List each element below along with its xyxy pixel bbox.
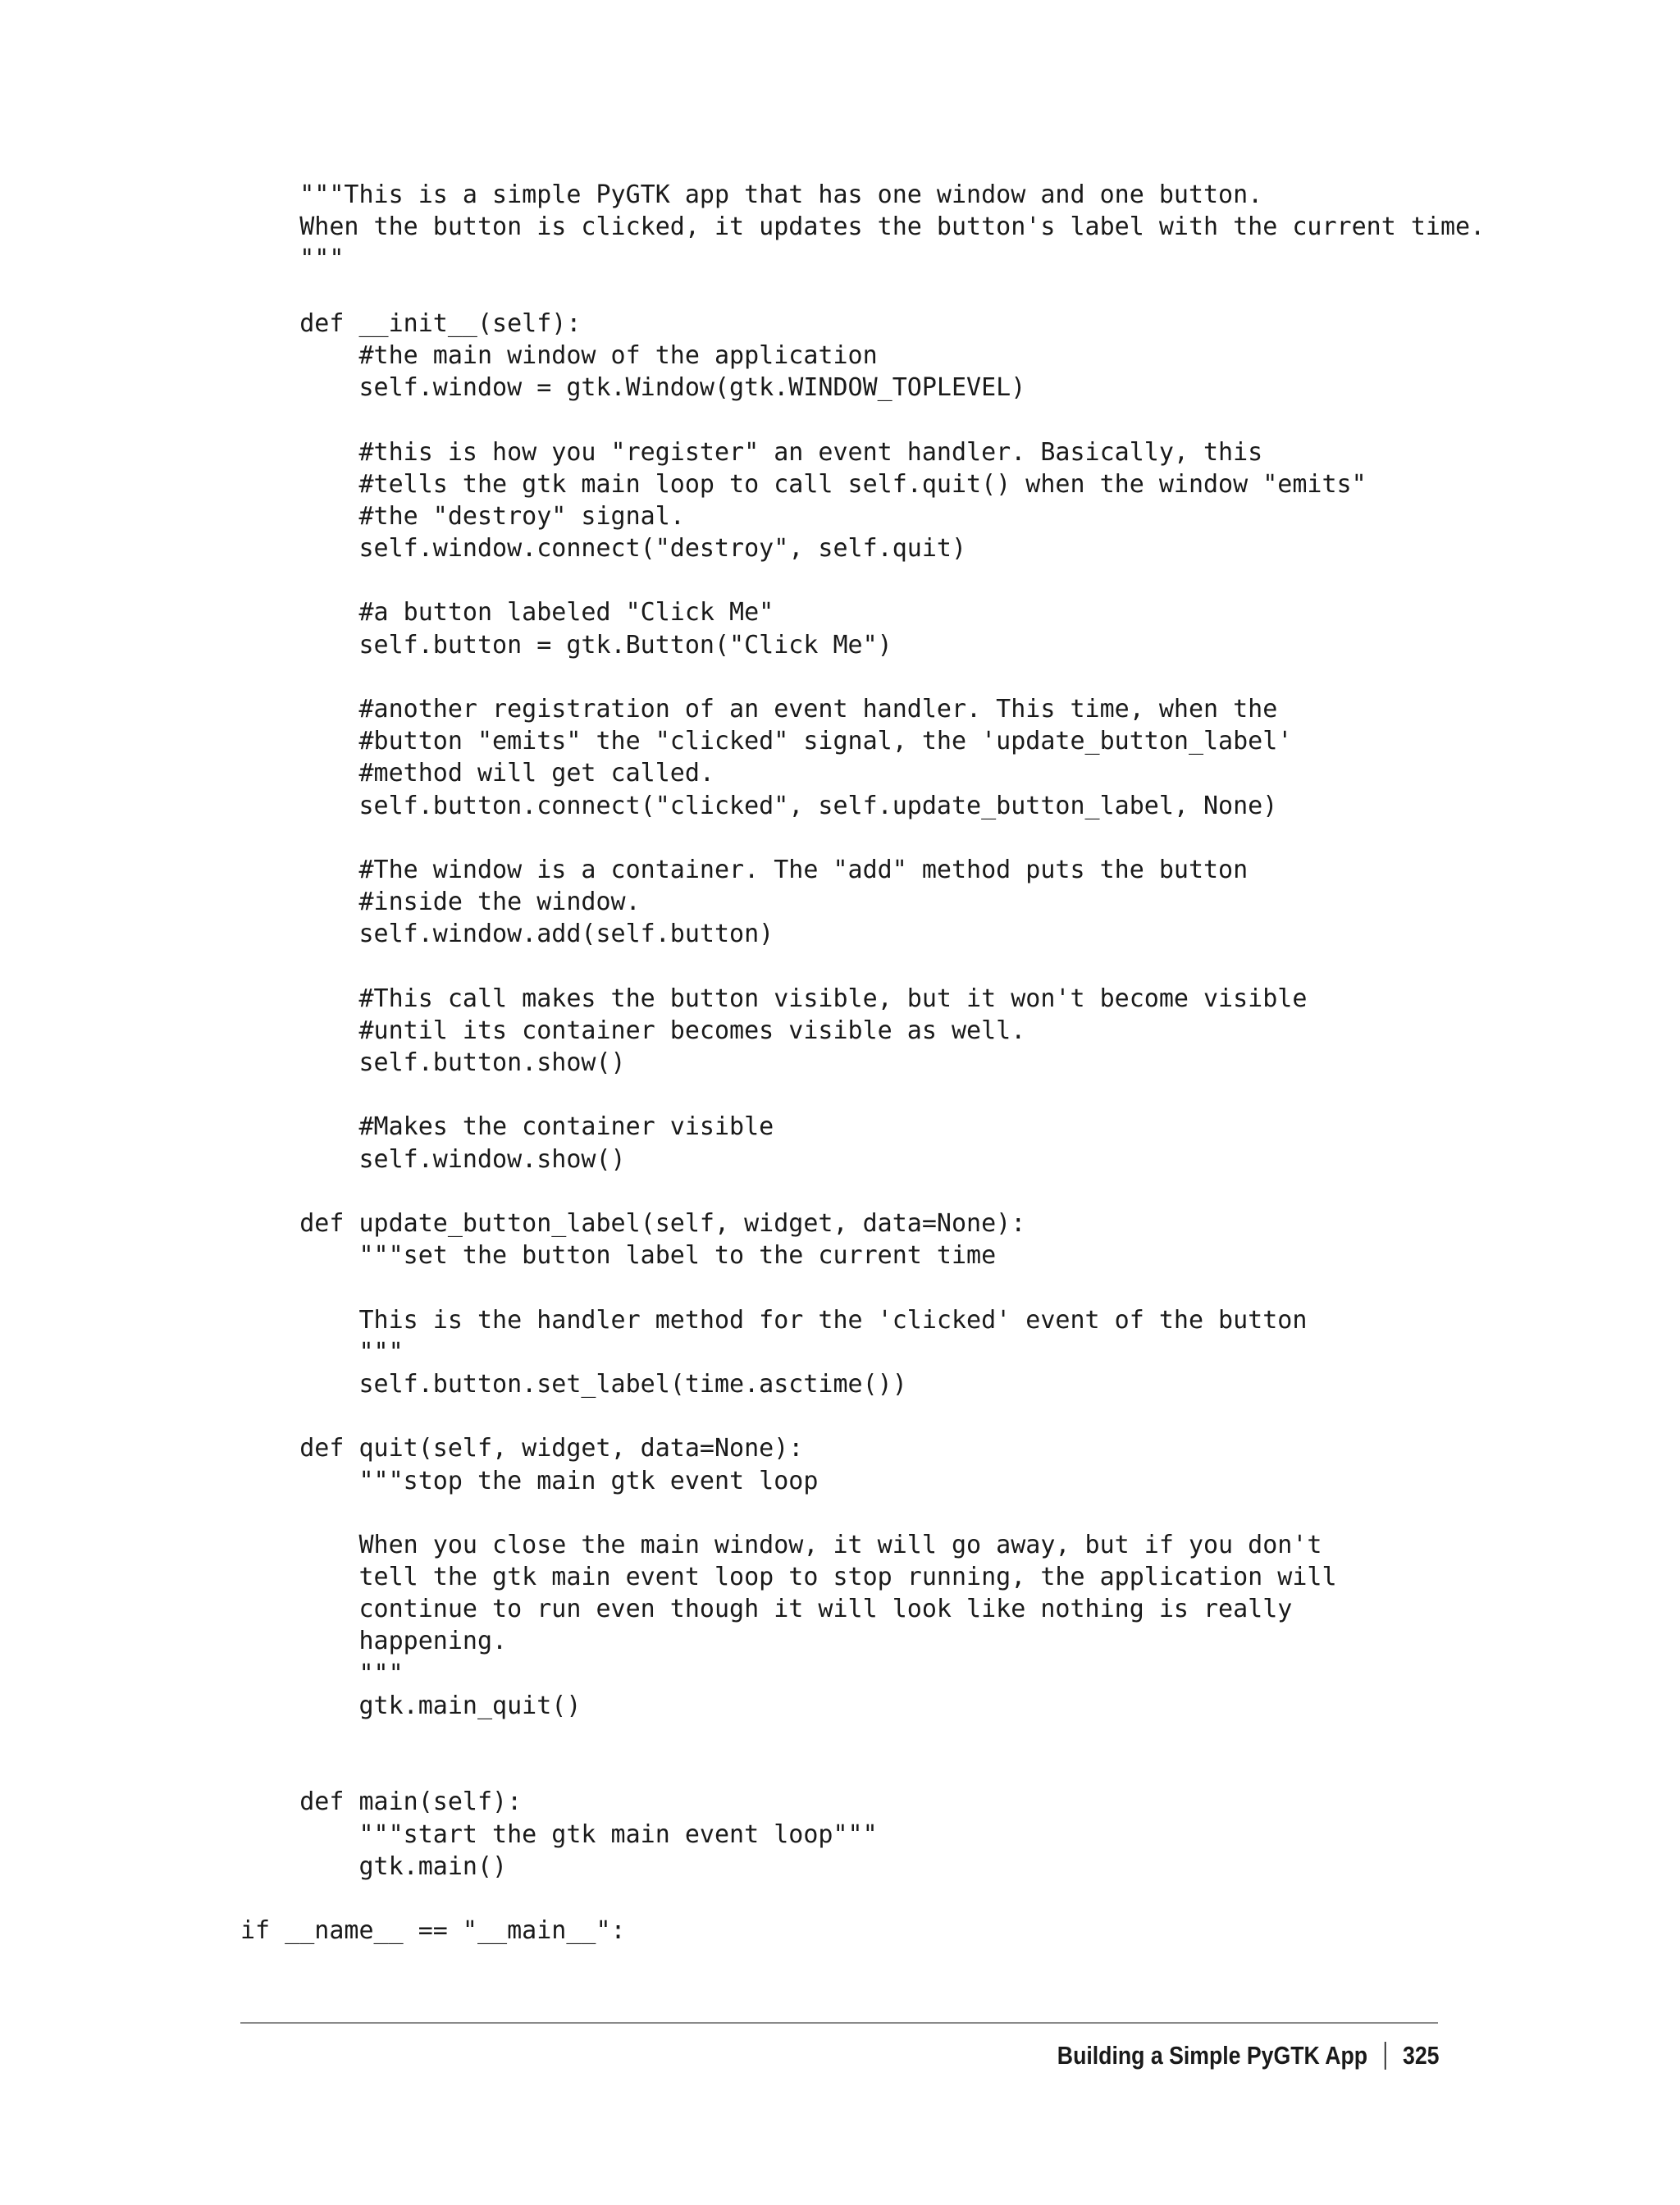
code-line (240, 1883, 1438, 1915)
code-line (240, 276, 1438, 308)
code-line: self.button.set_label(time.asctime()) (240, 1369, 907, 1399)
code-line: gtk.main() (240, 1851, 508, 1881)
code-line (240, 661, 1438, 693)
code-line (240, 1176, 1438, 1208)
code-line: #this is how you "register" an event handler. Basically, this (240, 437, 1263, 467)
code-line (240, 1079, 1438, 1111)
code-line: #The window is a container. The "add" method puts the button (240, 855, 1249, 884)
footer-separator (1385, 2042, 1386, 2070)
code-line: This is the handler method for the 'clicked' event of the button (240, 1305, 1308, 1335)
code-line: self.window = gtk.Window(gtk.WINDOW_TOPLEVEL) (240, 373, 1026, 403)
code-line: self.window.show() (240, 1144, 626, 1174)
page-footer (1057, 2033, 1440, 2079)
code-line: self.button.show() (240, 1048, 626, 1078)
code-line (240, 1722, 1438, 1754)
code-line: self.button.connect("clicked", self.update_button_label, None) (240, 791, 1278, 820)
footer-section-title: Building a Simple PyGTK App (1057, 2041, 1368, 2070)
code-line: #the main window of the application (240, 340, 878, 370)
code-line: self.window.add(self.button) (240, 920, 774, 949)
code-line (240, 404, 1438, 436)
code-line (240, 564, 1438, 596)
code-line: tell the gtk main event loop to stop running, the application will (240, 1563, 1337, 1592)
code-line: self.button = gtk.Button("Click Me") (240, 630, 892, 660)
code-line: """set the button label to the current time (240, 1241, 997, 1271)
code-line: """This is a simple PyGTK app that has one window and one button. (240, 180, 1263, 209)
code-line (240, 1271, 1438, 1303)
code-line: When the button is clicked, it updates the button's label with the current time. (240, 212, 1486, 242)
code-line: def main(self): (240, 1787, 523, 1817)
code-line: """ (240, 244, 345, 274)
code-line: #inside the window. (240, 888, 641, 917)
code-line: #Makes the container visible (240, 1112, 774, 1142)
code-line: """ (240, 1659, 404, 1688)
code-listing (240, 179, 1486, 1947)
code-line: if __name__ == "__main__": (240, 1916, 626, 1946)
code-line (240, 822, 1438, 854)
code-line: #the "destroy" signal. (240, 501, 685, 531)
code-line: def __init__(self): (240, 308, 582, 338)
code-line: #tells the gtk main loop to call self.quit() when the window "emits" (240, 469, 1367, 499)
code-line: """ (240, 1337, 404, 1367)
code-line: #method will get called. (240, 759, 714, 788)
code-line: When you close the main window, it will go away, but if you don't (240, 1530, 1322, 1559)
code-line (240, 1400, 1438, 1432)
code-line: #another registration of an event handler. This time, when the (240, 695, 1278, 724)
code-line: #This call makes the button visible, but it won't become visible (240, 984, 1308, 1013)
code-line: def update_button_label(self, widget, data=None): (240, 1209, 1026, 1238)
code-line: """stop the main gtk event loop (240, 1466, 819, 1495)
code-line: happening. (240, 1627, 508, 1656)
page-number: 325 (1403, 2041, 1440, 2070)
code-line (240, 1754, 1438, 1786)
code-line (240, 1497, 1438, 1529)
code-line: #until its container becomes visible as well. (240, 1016, 1026, 1045)
code-line: continue to run even though it will look like nothing is really (240, 1595, 1293, 1624)
code-line: #a button labeled "Click Me" (240, 598, 774, 628)
code-line: #button "emits" the "clicked" signal, the 'update_button_label' (240, 727, 1293, 756)
footer-divider (240, 2022, 1438, 2024)
code-line: self.window.connect("destroy", self.quit) (240, 534, 967, 564)
code-line: """start the gtk main event loop""" (240, 1819, 878, 1849)
code-line: gtk.main_quit() (240, 1691, 582, 1720)
code-line: def quit(self, widget, data=None): (240, 1434, 804, 1463)
code-line (240, 951, 1438, 983)
